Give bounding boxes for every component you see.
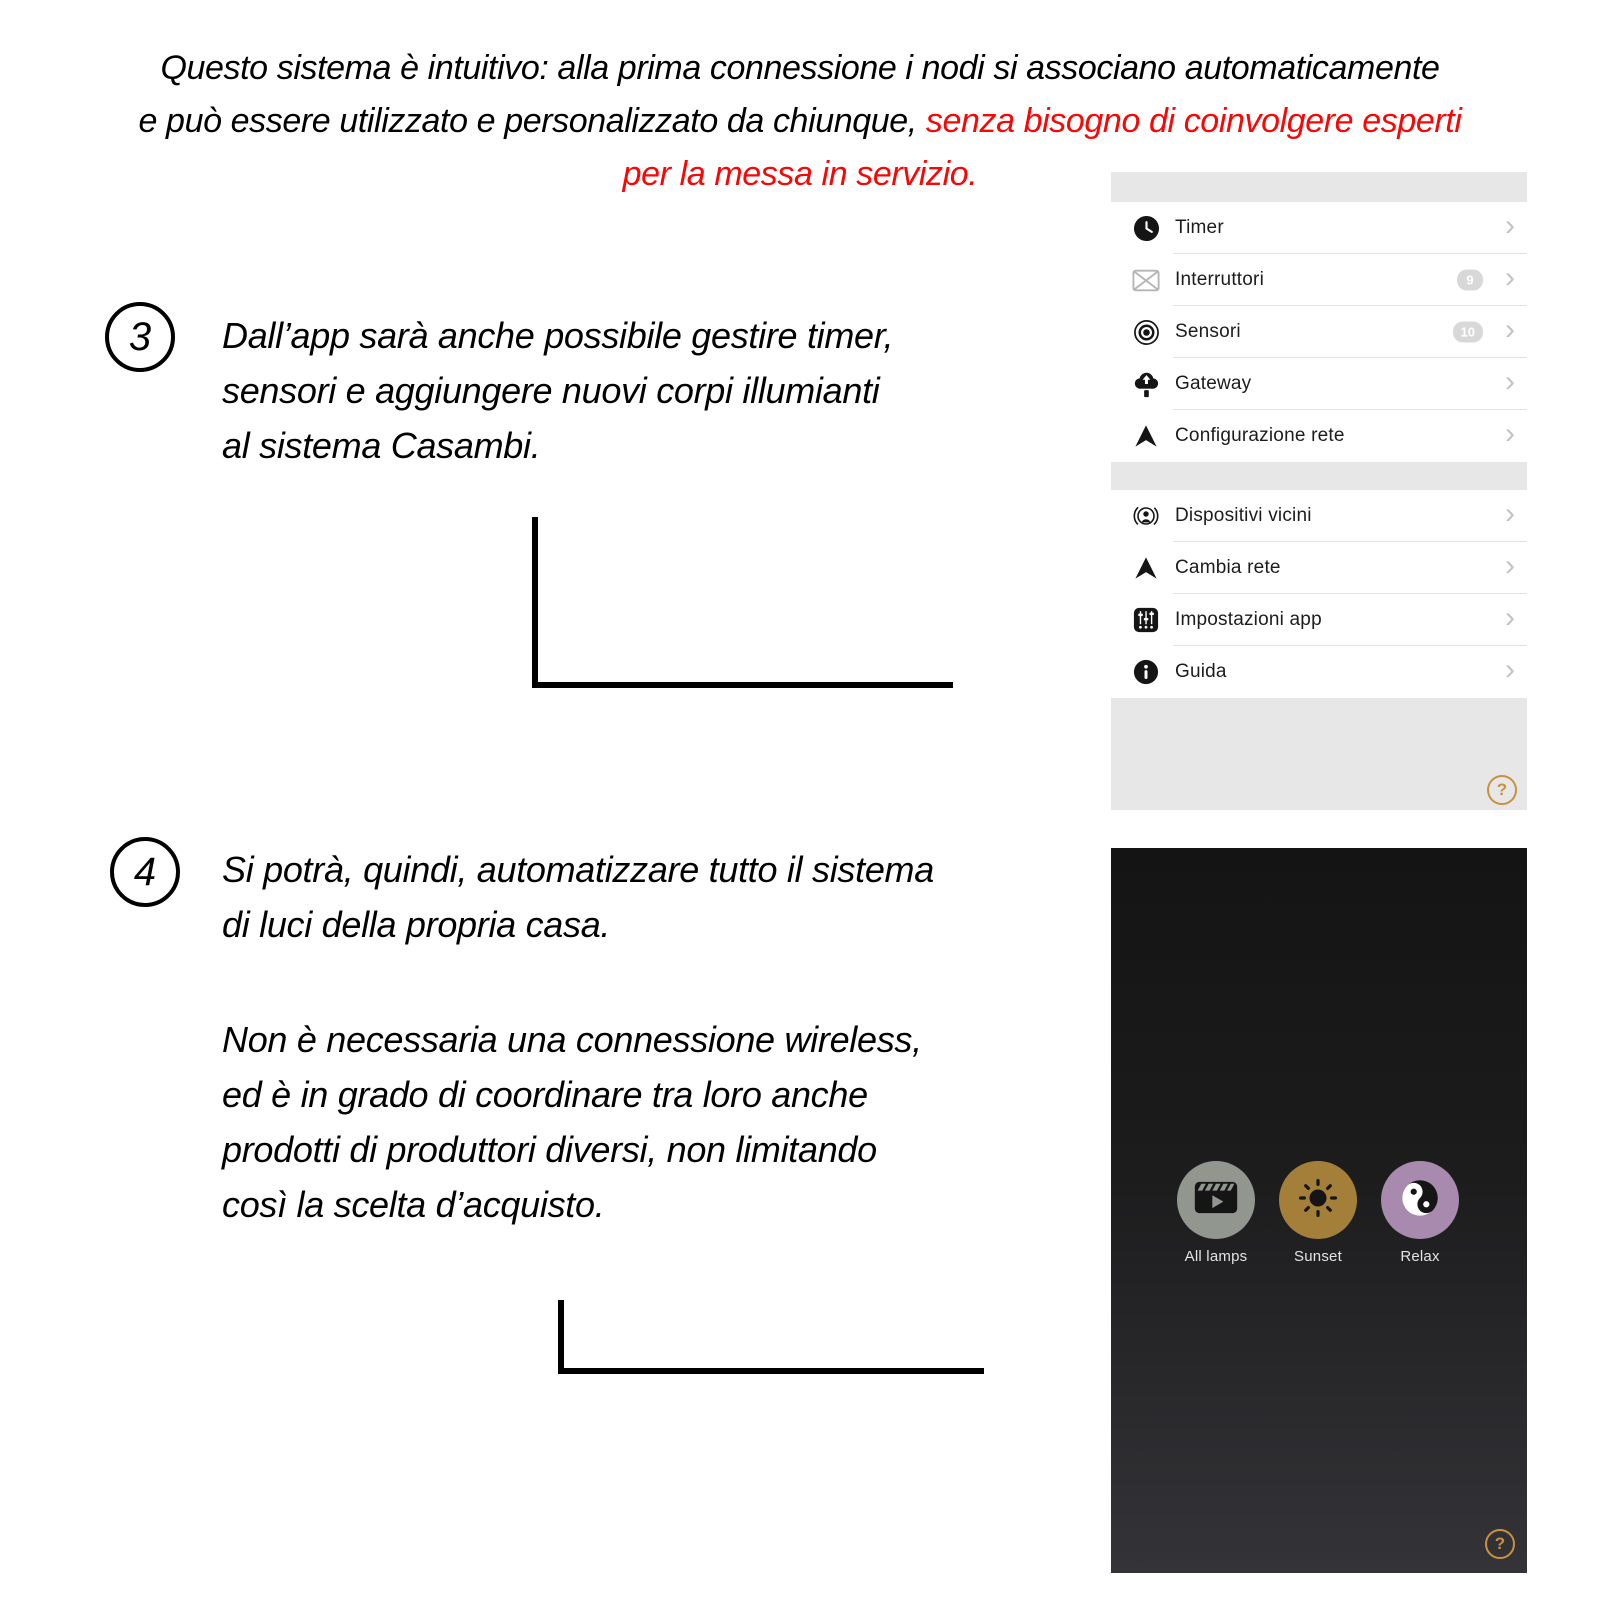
- info-icon: [1131, 657, 1161, 687]
- app-settings-icon: [1131, 605, 1161, 635]
- chevron-right-icon: ›: [1505, 497, 1515, 531]
- menu-item-label: Timer: [1175, 217, 1224, 238]
- network-arrow-icon: [1131, 553, 1161, 583]
- menu-item-label: Gateway: [1175, 373, 1252, 394]
- count-badge: 9: [1457, 270, 1483, 291]
- sensor-icon: [1131, 317, 1161, 347]
- settings-footer-bar: [1111, 698, 1527, 810]
- scene-relax: [1360, 1161, 1480, 1265]
- intro-highlight: senza bisogno di coinvolgere esperti: [925, 102, 1462, 140]
- scene-button-relax[interactable]: [1381, 1161, 1459, 1239]
- scene-label: Sunset: [1294, 1248, 1342, 1265]
- menu-item-configurazione-rete[interactable]: [1111, 410, 1527, 462]
- scene-label: All lamps: [1184, 1248, 1248, 1265]
- menu-item-dispositivi-vicini[interactable]: [1111, 490, 1527, 542]
- switch-icon: [1131, 265, 1161, 295]
- chevron-right-icon: ›: [1505, 417, 1515, 451]
- chevron-right-icon: ›: [1505, 365, 1515, 399]
- step-4-text-paragraph-2: Non è necessaria una connessione wireless, ed è in grado di coordinare tra loro anche prodotti di produttori diversi, non limitando così la scelta d’acquisto.: [222, 1019, 922, 1225]
- chevron-right-icon: ›: [1505, 261, 1515, 295]
- step-4-text-paragraph-1: Si potrà, quindi, automatizzare tutto il sistema di luci della propria casa.: [222, 849, 934, 945]
- scene-label: Relax: [1400, 1248, 1440, 1265]
- scene-button-all-lamps[interactable]: [1177, 1161, 1255, 1239]
- step-4-number: 4: [110, 837, 180, 907]
- step-3-number: 3: [105, 302, 175, 372]
- connector-line-step-4: [558, 1300, 984, 1374]
- chevron-right-icon: ›: [1505, 313, 1515, 347]
- chevron-right-icon: ›: [1505, 549, 1515, 583]
- settings-header-bar: [1111, 172, 1527, 202]
- intro-line-2: e può essere utilizzato e personalizzato da chiunque, senza bisogno di coinvolgere esperti: [138, 102, 1462, 140]
- settings-screen: [1111, 172, 1527, 810]
- cloud-gateway-icon: [1131, 369, 1161, 399]
- help-button[interactable]: ?: [1485, 1529, 1515, 1559]
- count-badge: 10: [1453, 322, 1483, 343]
- yin-yang-icon: [1400, 1178, 1440, 1223]
- help-button[interactable]: ?: [1487, 775, 1517, 805]
- menu-item-gateway[interactable]: [1111, 358, 1527, 410]
- menu-item-label: Guida: [1175, 661, 1227, 682]
- settings-section-divider: [1111, 462, 1527, 490]
- scene-button-sunset[interactable]: [1279, 1161, 1357, 1239]
- menu-item-label: Dispositivi vicini: [1175, 505, 1312, 526]
- menu-item-cambia-rete[interactable]: [1111, 542, 1527, 594]
- menu-item-label: Impostazioni app: [1175, 609, 1322, 630]
- chevron-right-icon: ›: [1505, 653, 1515, 687]
- menu-item-interruttori[interactable]: [1111, 254, 1527, 306]
- chevron-right-icon: ›: [1505, 601, 1515, 635]
- menu-item-sensori[interactable]: [1111, 306, 1527, 358]
- scenes-screen: [1111, 848, 1527, 1573]
- menu-item-label: Interruttori: [1175, 269, 1264, 290]
- intro-line-1: Questo sistema è intuitivo: alla prima connessione i nodi si associano automaticamente: [160, 49, 1440, 87]
- menu-item-guida[interactable]: [1111, 646, 1527, 698]
- sun-icon: [1296, 1176, 1340, 1225]
- network-arrow-icon: [1131, 421, 1161, 451]
- menu-item-impostazioni-app[interactable]: [1111, 594, 1527, 646]
- menu-item-label: Configurazione rete: [1175, 425, 1345, 446]
- menu-item-label: Cambia rete: [1175, 557, 1281, 578]
- chevron-right-icon: ›: [1505, 209, 1515, 243]
- clapperboard-icon: [1193, 1179, 1239, 1221]
- connector-line-step-3: [532, 517, 953, 688]
- menu-item-timer[interactable]: [1111, 202, 1527, 254]
- menu-item-label: Sensori: [1175, 321, 1241, 342]
- nearby-devices-icon: [1131, 501, 1161, 531]
- clock-icon: [1131, 213, 1161, 243]
- intro-line-3: per la messa in servizio.: [622, 155, 978, 193]
- step-3-text: Dall’app sarà anche possibile gestire timer, sensori e aggiungere nuovi corpi illumianti al sistema Casambi.: [222, 315, 894, 466]
